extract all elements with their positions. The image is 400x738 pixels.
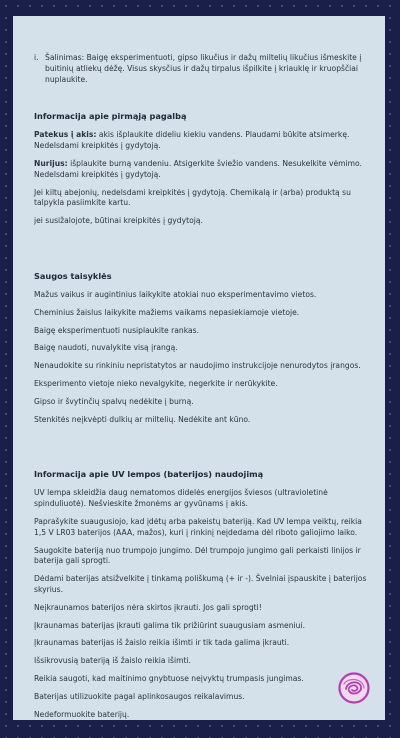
safety-heading: Saugos taisyklės bbox=[34, 270, 112, 281]
safety-rule: Eksperimento vietoje nieko nevalgykite, negerkite ir nerūkykite. bbox=[34, 378, 278, 388]
safety-rule: Cheminius žaislus laikykite mažiems vaikams nepasiekiamoje vietoje. bbox=[34, 307, 300, 317]
swallow-text: išplaukite burną vandeniu. Atsigerkite šviežio vandens. Nesukelkite vėmimo. Nedelsdami kreipkitės į gydytoją. bbox=[34, 158, 362, 179]
uv-paragraph: Nedeformuokite baterijų. bbox=[34, 709, 130, 719]
safety-rule: Nenaudokite su rinkiniu nepristatytos ar naudojimo instrukcijoje nenurodytos įrangos. bbox=[34, 361, 361, 371]
first-aid-heading: Informacija apie pirmąją pagalbą bbox=[34, 111, 187, 122]
eyes-label: Patekus į akis: bbox=[34, 130, 97, 140]
first-aid-section bbox=[34, 111, 376, 227]
sheet-content bbox=[34, 53, 376, 720]
step-text: Šalinimas: Baigę eksperimentuoti, gipso likučius ir dažų miltelių likučius išmeskite į buitinių atliekų dėžę. Visus skysčius ir dažų tirpalus išpilkite į kriauklę ir kruopščiai nuplaukite. bbox=[45, 53, 362, 84]
instruction-sheet bbox=[13, 16, 385, 720]
step-number: i. bbox=[34, 53, 39, 62]
safety-rule: Baigę naudoti, nuvalykite visą įrangą. bbox=[34, 343, 178, 353]
uv-paragraph: Baterijas utilizuokite pagal aplinkosaugos reikalavimus. bbox=[34, 691, 245, 701]
uv-paragraph: Neįkraunamos baterijos nėra skirtos įkrauti. Jos gali sprogti! bbox=[34, 602, 262, 612]
eyes-text: akis išplaukite dideliu kiekiu vandens. Plaudami būkite atsimerkę. Nedelsdami kreipkitės į gydytoją. bbox=[34, 130, 350, 151]
safety-rule: Mažus vaikus ir augintinius laikykite atokiai nuo eksperimentavimo vietos. bbox=[34, 289, 317, 299]
uv-paragraph: Išsikrovusią bateriją iš žaislo reikia išimti. bbox=[34, 656, 191, 666]
safety-rule: Stenkitės neįkvėpti dulkių ar miltelių. Nedėkite ant kūno. bbox=[34, 414, 251, 424]
uv-lamp-section bbox=[34, 469, 376, 720]
swallow-label: Nurijus: bbox=[34, 158, 68, 168]
uv-lamp-heading: Informacija apie UV lempos (baterijos) naudojimą bbox=[34, 469, 264, 480]
uv-paragraph: Dėdami baterijas atsižvelkite į tinkamą poliškumą (+ ir -). Švelniai įspauskite į baterijos skyrius. bbox=[34, 574, 367, 594]
uv-paragraph: UV lempa skleidžia daug nematomos didelės energijos šviesos (ultravioletinė spinduliuotė). Nešvieskite žmonėms ar gyvūnams į akis. bbox=[34, 488, 328, 509]
safety-section bbox=[34, 271, 376, 425]
safety-rule: Baigę eksperimentuoti nusiplaukite rankas. bbox=[34, 325, 199, 335]
uv-paragraph: Įkraunamas baterijas įkrauti galima tik prižiūrint suaugusiam asmeniui. bbox=[34, 620, 305, 630]
first-aid-injury: jei susižalojote, būtinai kreipkitės į gydytoją. bbox=[34, 216, 203, 226]
first-aid-eyes bbox=[34, 130, 376, 152]
uv-paragraph: Įkraunamas baterijas iš žaislo reikia išimti ir tik tada galima įkrauti. bbox=[34, 638, 290, 648]
first-aid-swallow bbox=[34, 159, 376, 181]
uv-paragraph: Saugokite bateriją nuo trumpojo jungimo. Dėl trumpojo jungimo gali perkaisti linijos ir baterija gali sprogti. bbox=[34, 545, 361, 566]
uv-paragraph: Reikia saugoti, kad maitinimo gnybtuose neįvyktų trumpasis jungimas. bbox=[34, 673, 304, 683]
safety-rule: Gipso ir švytinčių spalvų nedėkite į burną. bbox=[34, 396, 194, 406]
uv-paragraph: Paprašykite suaugusiojo, kad įdėtų arba pakeistų bateriją. Kad UV lempa veiktų, reikia 1,5 V LR03 baterijos (AAA, mažos), kuri į rinkinį neįdedama dėl riboto galiojimo laiko. bbox=[34, 516, 362, 537]
first-aid-doubt: Jei kiltų abejonių, nedelsdami kreipkitės į gydytoją. Chemikalą ir (arba) produktą su talpykla pasiimkite kartu. bbox=[34, 187, 351, 208]
disposal-step bbox=[34, 53, 376, 85]
purple-swirl-stamp-icon bbox=[338, 672, 370, 704]
